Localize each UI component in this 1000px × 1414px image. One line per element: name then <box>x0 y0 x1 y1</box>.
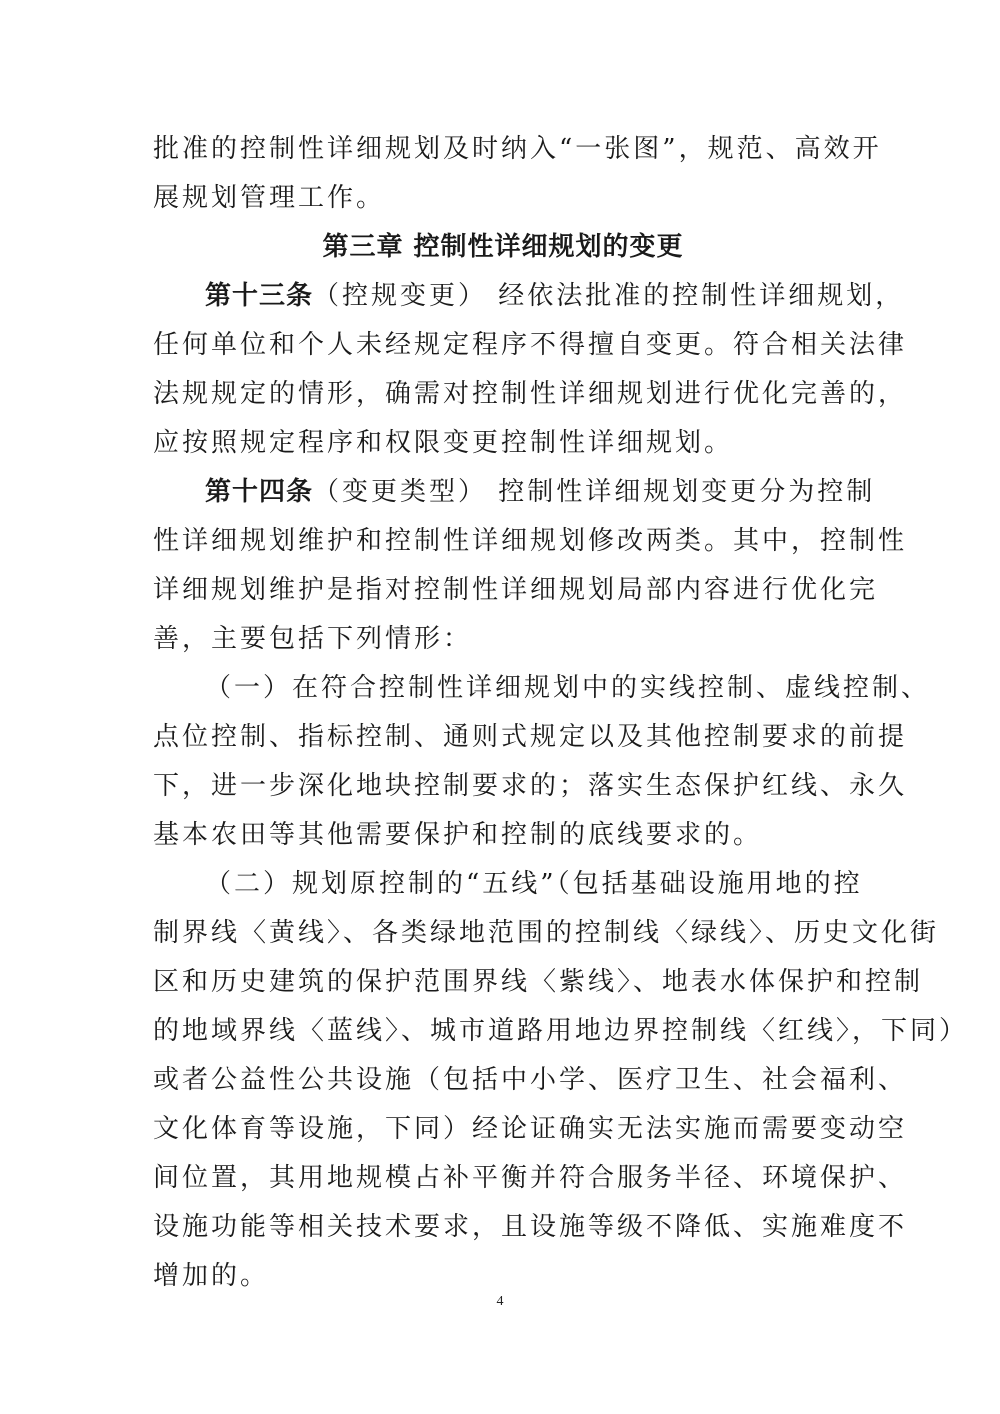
paragraph-line: 点位控制、指标控制、通则式规定以及其他控制要求的前提 <box>153 722 908 752</box>
document-page <box>153 125 969 1301</box>
paragraph-line: 法规规定的情形，确需对控制性详细规划进行优化完善的， <box>153 379 908 409</box>
page-number: 4 <box>496 1294 504 1309</box>
paragraph-line: 区和历史建筑的保护范围界线〈紫线〉、地表水体保护和控制 <box>153 967 924 997</box>
paragraph-line: 或者公益性公共设施（包括中小学、医疗卫生、社会福利、 <box>153 1065 908 1095</box>
article-13-text: （控规变更） 经依法批准的控制性详细规划， <box>313 281 905 311</box>
list-item-2-line: （二）规划原控制的“五线”（包括基础设施用地的控 <box>205 869 863 899</box>
paragraph-line: 应按照规定程序和权限变更控制性详细规划。 <box>153 428 734 458</box>
article-14-text: （变更类型） 控制性详细规划变更分为控制 <box>313 477 876 507</box>
list-item-1-line: （一）在符合控制性详细规划中的实线控制、虚线控制、 <box>205 673 931 703</box>
paragraph-line: 性详细规划维护和控制性详细规划修改两类。其中，控制性 <box>153 526 908 556</box>
article-14-first-line <box>153 468 876 517</box>
paragraph-line: 下，进一步深化地块控制要求的；落实生态保护红线、永久 <box>153 771 908 801</box>
paragraph-line: 文化体育等设施，下同）经论证确实无法实施而需要变动空 <box>153 1114 908 1144</box>
paragraph-line: 基本农田等其他需要保护和控制的底线要求的。 <box>153 820 763 850</box>
paragraph-line: 善，主要包括下列情形： <box>153 624 473 654</box>
paragraph-line: 的地域界线〈蓝线〉、城市道路用地边界控制线〈红线〉，下同） <box>153 1016 969 1046</box>
article-13-first-line <box>153 272 905 321</box>
paragraph-line: 增加的。 <box>153 1261 270 1291</box>
article-13-heading: 第十三条 <box>205 281 314 311</box>
paragraph-line: 详细规划维护是指对控制性详细规划局部内容进行优化完 <box>153 575 879 605</box>
paragraph-line: 任何单位和个人未经规定程序不得擅自变更。符合相关法律 <box>153 330 908 360</box>
chapter-title: 第三章 控制性详细规划的变更 <box>322 232 684 262</box>
paragraph-line: 批准的控制性详细规划及时纳入“一张图”，规范、高效开 <box>153 134 882 164</box>
paragraph-line: 展规划管理工作。 <box>153 183 386 213</box>
paragraph-line: 制界线〈黄线〉、各类绿地范围的控制线〈绿线〉、历史文化街 <box>153 918 940 948</box>
paragraph-line: 间位置，其用地规模占补平衡并符合服务半径、环境保护、 <box>153 1163 908 1193</box>
article-14-heading: 第十四条 <box>205 477 314 507</box>
paragraph-line: 设施功能等相关技术要求，且设施等级不降低、实施难度不 <box>153 1212 908 1242</box>
